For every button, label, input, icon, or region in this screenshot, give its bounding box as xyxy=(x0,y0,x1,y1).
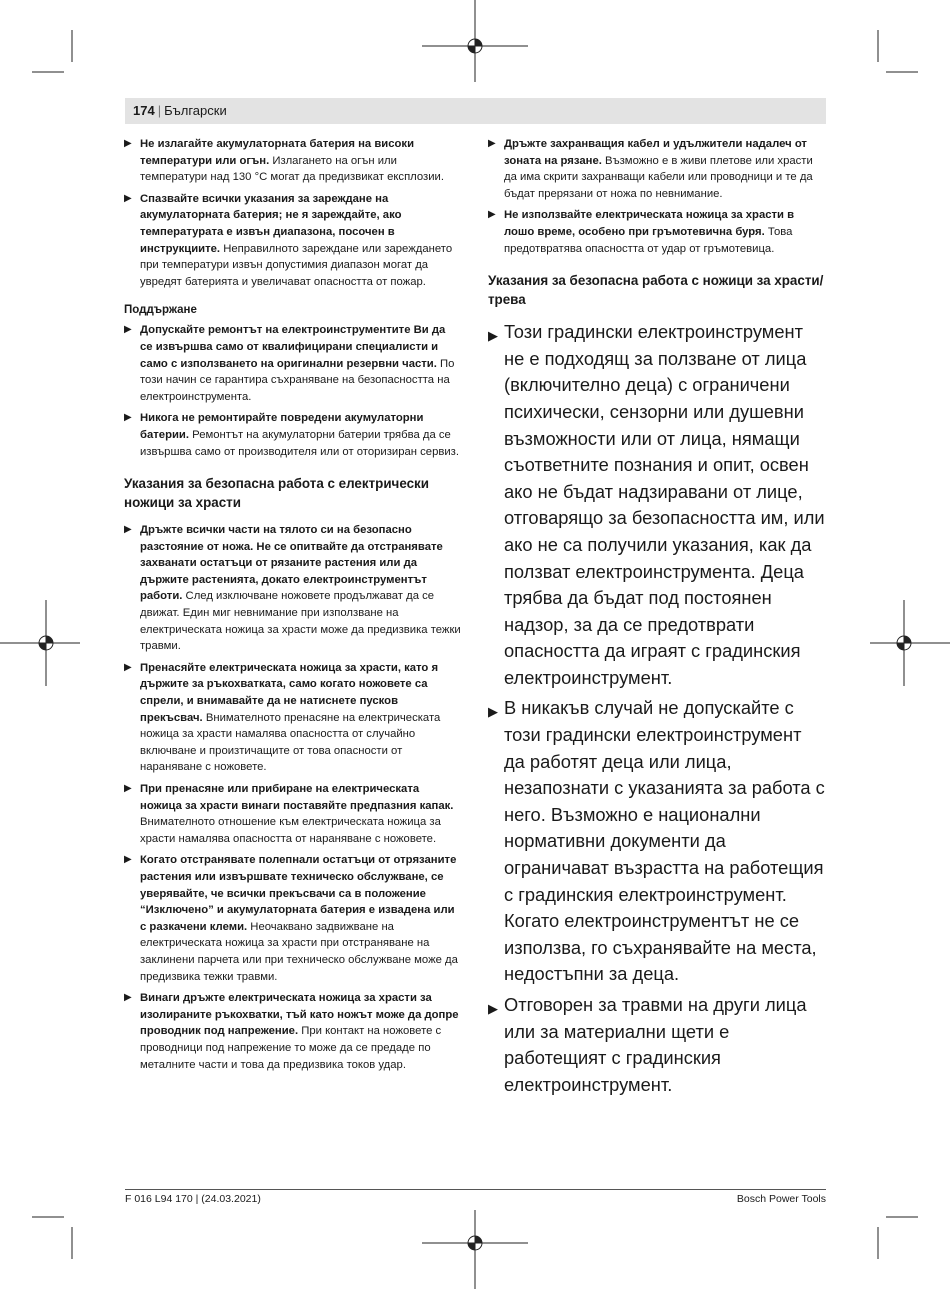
bullet-arrow-icon: ▶ xyxy=(124,412,132,424)
list-item xyxy=(124,136,461,186)
item-text: Внимателното отношение към електрическата ножица за храсти намалява опасността от нараняване с ножовете. xyxy=(140,816,441,845)
bullet-arrow-icon: ▶ xyxy=(124,524,132,536)
bullet-arrow-icon: ▶ xyxy=(488,328,498,344)
bullet-arrow-icon: ▶ xyxy=(124,138,132,149)
item-text: Възможно е в живи плетове или храсти да има скрити захранващи кабели или проводници и те да бъдат прерязани от ножа по невнимание. xyxy=(504,154,813,200)
list-item xyxy=(488,207,826,257)
bullet-arrow-icon: ▶ xyxy=(124,854,132,866)
page-header xyxy=(125,98,826,124)
item-text: Ремонтът на акумулаторни батерии трябва да се извършва само от производителя или от оторизиран сервиз. xyxy=(140,428,460,458)
item-text: Неправилното зареждане или зареждането при температури извън допустимия диапазон могат да увредят батерията и увеличават опасността от пожар. xyxy=(140,242,453,288)
item-bold-text: Никога не ремонтирайте повредени акумулаторни батерии. xyxy=(140,412,424,441)
item-bold-text: Допускайте ремонтът на електроинструментите Ви да се извършва само от квалифицирани специалисти и само с използването на оригинални резервни части. xyxy=(140,324,446,370)
item-bold-text: При пренасяне или прибиране на електрическата ножица за храсти винаги поставяйте предпазния капак. xyxy=(140,783,454,812)
bullet-arrow-icon: ▶ xyxy=(124,783,132,794)
right-column xyxy=(488,136,826,1102)
footer-brand: Bosch Power Tools xyxy=(736,1193,826,1205)
bullet-arrow-icon: ▶ xyxy=(488,209,496,221)
large-item-text: В никакъв случай не допускайте с този градински електроинструмент да работят деца или лица, незапознати с указанията за работа с него. Възможно е национални нормативни документи да ограничават възрастта на работещия с градинския електроинструмент. Когато електроинструментът не се използва, го съхранявайте на места, недостъпни за деца. xyxy=(504,697,825,985)
bullet-arrow-icon: ▶ xyxy=(124,192,132,204)
bullet-arrow-icon: ▶ xyxy=(124,992,132,1004)
header-language: Български xyxy=(164,103,227,118)
list-item xyxy=(124,322,461,405)
list-item xyxy=(124,990,461,1073)
large-list-item xyxy=(488,992,826,1098)
bullet-arrow-icon: ▶ xyxy=(488,1001,498,1016)
bullet-arrow-icon: ▶ xyxy=(124,324,132,336)
large-item-text: Този градински електроинструмент не е подходящ за ползване от лица (включително деца) с ограничени психически, сензорни или душевни възможности или от лица, нямащи съответните познания и опит, освен ако не бъдат надзиравани от лице, отговарящо за безопасността им, или ако не са получили указания, как да ползват електроинструмента. Деца трябва да бъдат под постоянен надзор, за да се предотврати опасността да играят с градинския електроинструмент. xyxy=(504,321,825,688)
item-bold-text: Не излагайте акумулаторната батерия на високи температури или огън. xyxy=(140,138,415,167)
item-bold-text: Не използвайте електрическата ножица за храсти в лошо време, особено при гръмотевична буря. xyxy=(504,209,795,238)
large-item-text: Отговорен за травми на други лица или за материални щети е работещият с градинския електроинструмент. xyxy=(504,994,807,1095)
footer-doc-code: F 016 L94 170 | (24.03.2021) xyxy=(125,1193,261,1205)
section-title-hedge-trimmer: Указания за безопасна работа с електрически ножици за храсти xyxy=(124,476,429,511)
bullet-arrow-icon: ▶ xyxy=(488,138,496,149)
list-item xyxy=(124,191,461,291)
item-bold-text: Дръжте всички части на тялото си на безопасно разстояние от ножа. Не се опитвайте да отстранявате захванати остатъци от рязаните растения или да държите растенията, докато електроинструментът работи. xyxy=(140,524,443,603)
item-bold-text: Дръжте захранващия кабел и удължители надалеч от зоната на рязане. xyxy=(504,138,807,167)
section-title-hedge-grass-shears: Указания за безопасна работа с ножици за храсти/трева xyxy=(488,273,824,308)
item-text: Излагането на огън или температури над 130 °C могат да предизвикат експлозии. xyxy=(140,154,445,184)
footer-divider xyxy=(125,1189,826,1190)
list-item xyxy=(124,781,461,847)
item-bold-text: Спазвайте всички указания за зареждане на акумулаторната батерия; не я зареждайте, ако температурата е извън диапазона, посочен в инструкциите. xyxy=(140,192,402,255)
header-separator: | xyxy=(157,103,162,118)
list-item xyxy=(124,522,461,655)
header-text xyxy=(133,103,227,119)
item-text: Внимателното пренасяне на електрическата ножица за храсти намалява опасността от случайно включване и произтичащите от това опасности от нараняване с ножовете. xyxy=(140,711,441,774)
item-bold-text: Пренасяйте електрическата ножица за храсти, като я държите за ръкохватката, само когато ножовете са спрели, и внимавайте да не натиснете пусков прекъсвач. xyxy=(140,661,439,724)
large-list-item xyxy=(488,695,826,988)
list-item xyxy=(124,852,461,985)
item-bold-text: Винаги дръжте електрическата ножица за храсти за изолираните ръкохватки, тъй като ножът може да допре проводник под напрежение. xyxy=(140,992,459,1038)
page-number: 174 xyxy=(133,103,155,118)
item-text: Това предотвратява опасността от удар от гръмотевица. xyxy=(504,225,793,255)
item-bold-text: Когато отстранявате полепнали остатъци от отрязаните растения или извършвате техническо обслужване, се уверявайте, че всички прекъсвачи са в положение “Изключено” и акумулаторната батерия е извадена или с разкачени клеми. xyxy=(140,854,457,933)
item-text: По този начин се гарантира съхраняване на безопасността на електроинструмента. xyxy=(140,357,455,403)
maintenance-heading: Поддържане xyxy=(124,304,197,317)
bullet-arrow-icon: ▶ xyxy=(124,661,132,673)
bullet-arrow-icon: ▶ xyxy=(488,704,498,720)
left-column xyxy=(124,136,461,1078)
list-item xyxy=(124,410,461,460)
item-text: Неочаквано задвижване на електрическата ножица за храсти при отстраняване на заклинени парчета или при техническо обслужване може да предизвика тежки травми. xyxy=(140,920,458,983)
item-text: След изключване ножовете продължават да се движат. Един миг невнимание при използване на електрическата ножица за храсти може да предизвика тежки травми. xyxy=(140,590,461,653)
list-item xyxy=(124,660,461,776)
large-list-item xyxy=(488,319,826,691)
list-item xyxy=(488,136,826,202)
item-text: При контакт на ножовете с проводници под напрежение то може да се предаде по металните части и това да предизвика токов удар. xyxy=(140,1025,442,1071)
